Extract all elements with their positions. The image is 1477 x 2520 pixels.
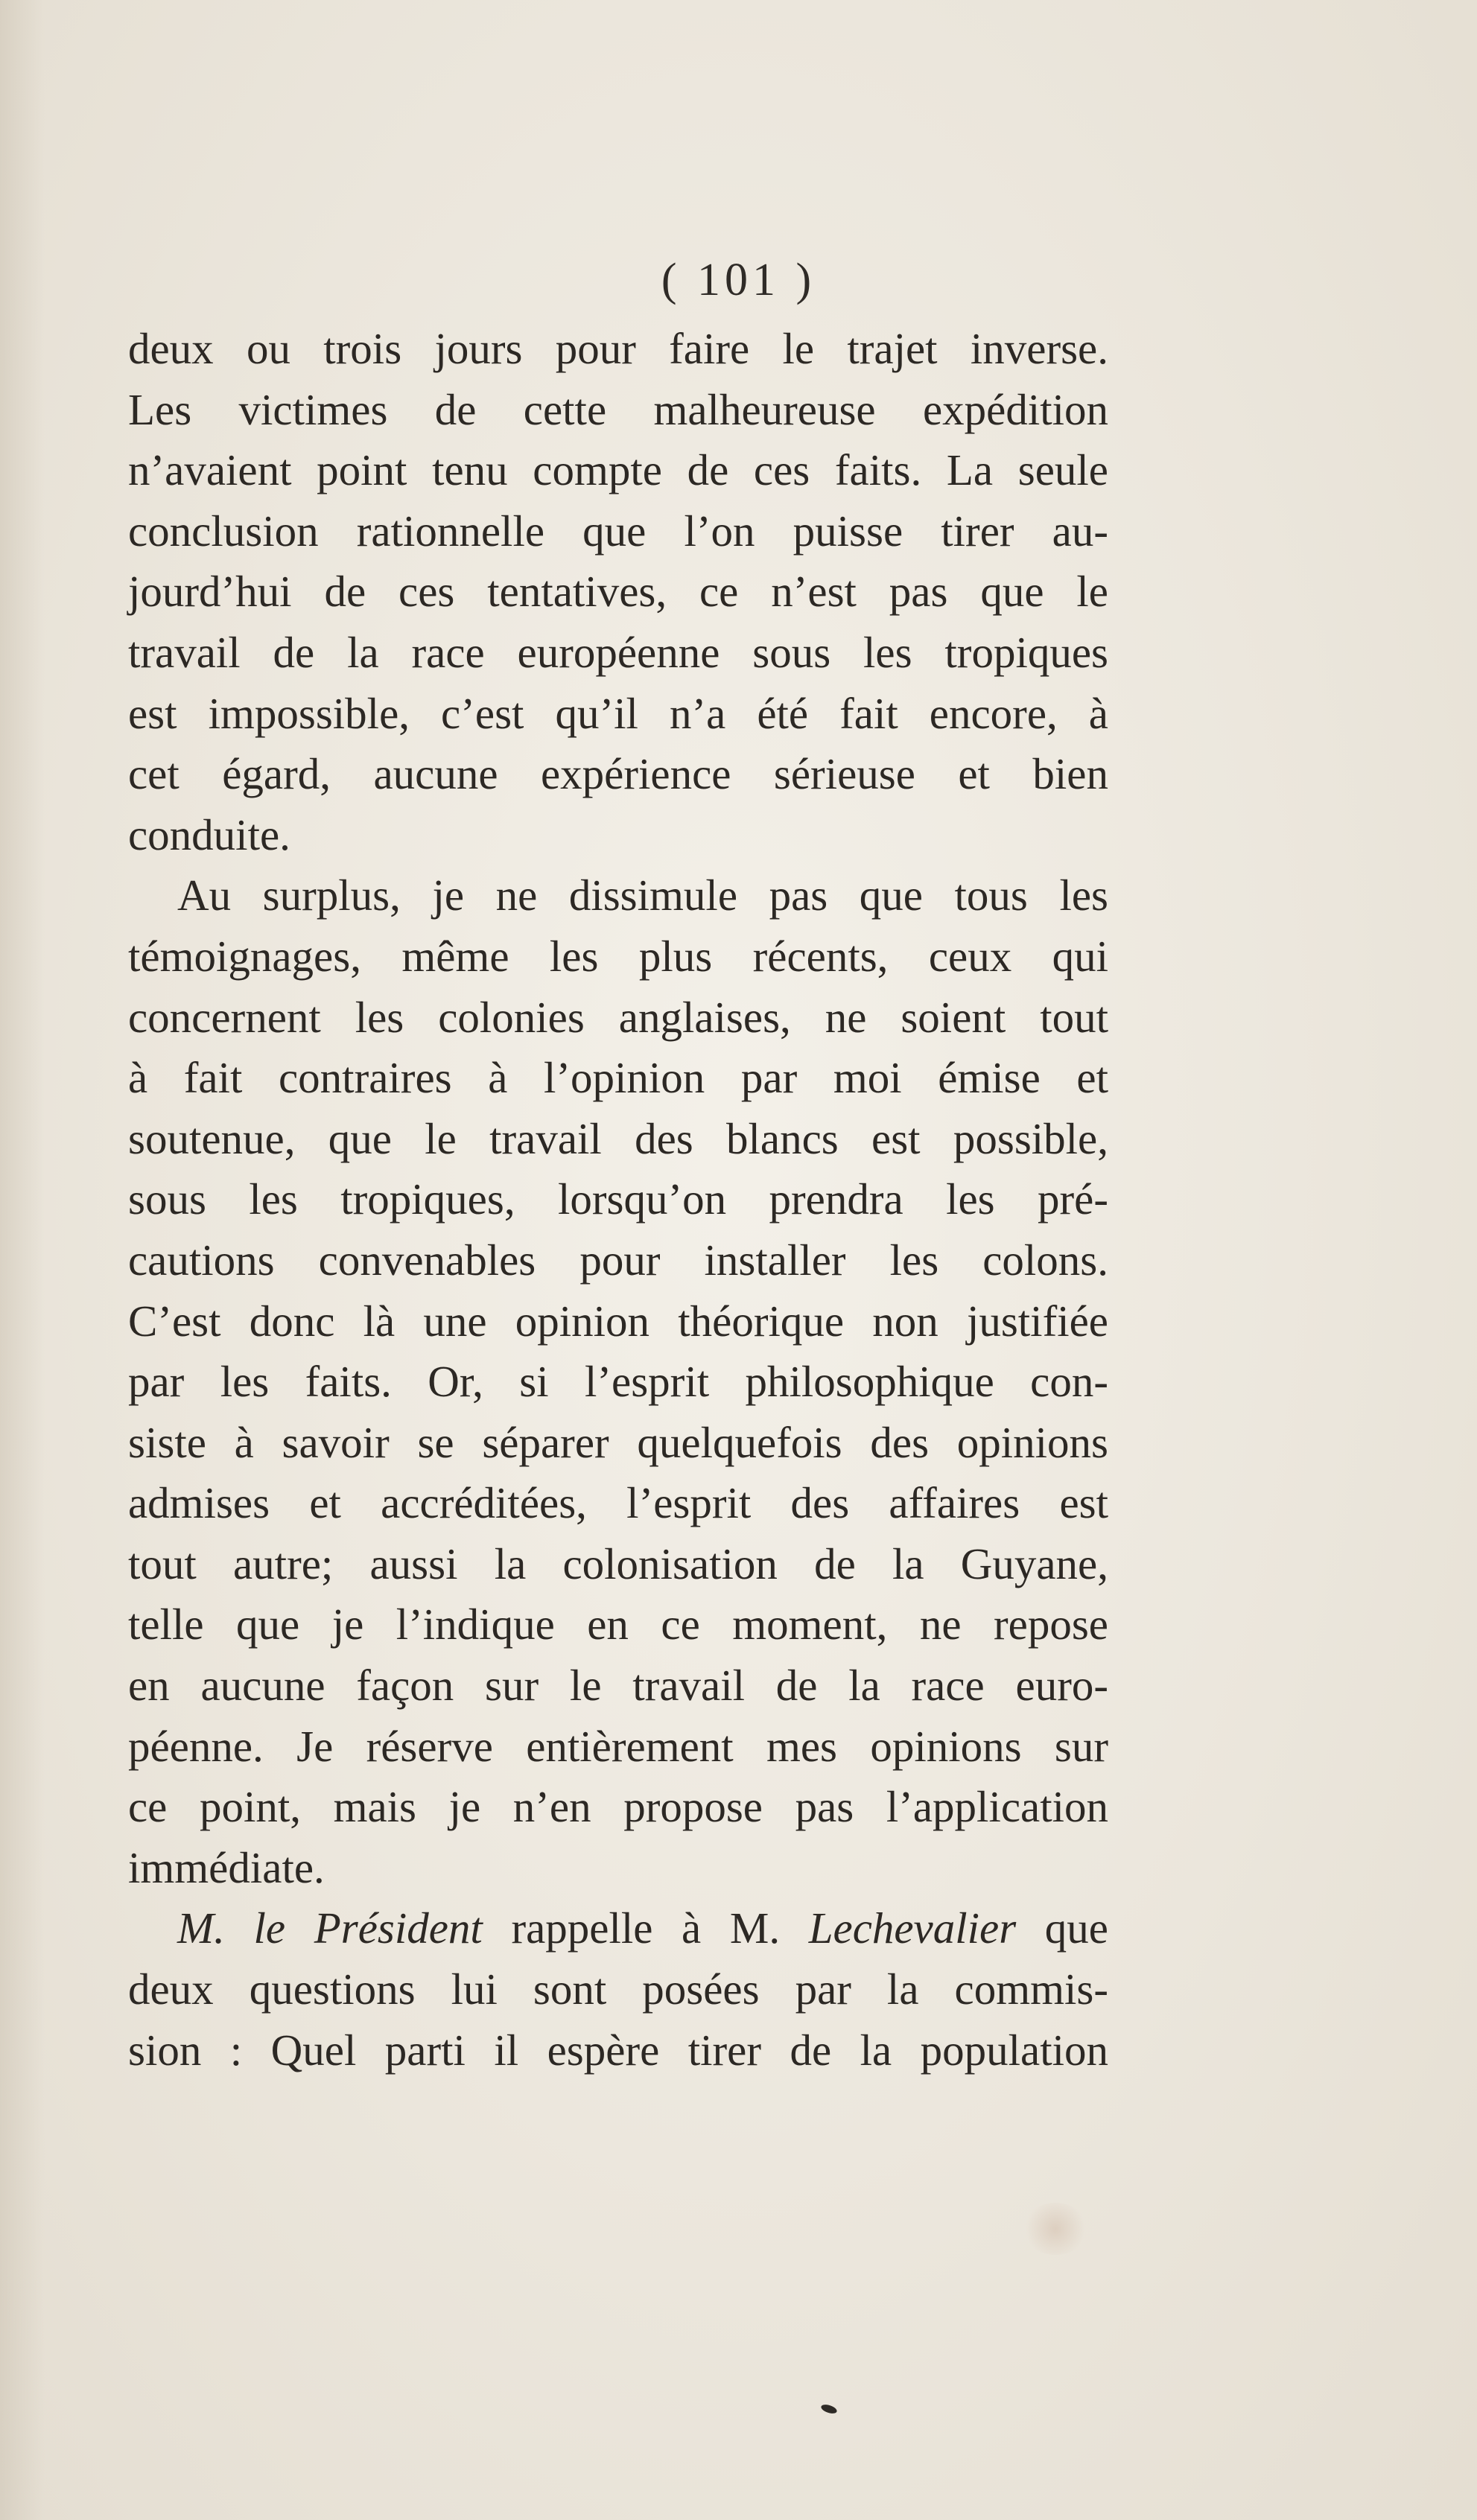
text-line: en aucune façon sur le travail de la race euro- [128,1661,1108,1711]
text-line: péenne. Je réserve entièrement mes opinions sur [128,1721,1108,1771]
text-run: rappelle à M. [482,1903,809,1953]
text-line: travail de la race européenne sous les tropiques [128,627,1108,677]
text-line: conclusion rationnelle que l’on puisse tirer au- [128,506,1108,556]
text-line: témoignages, même les plus récents, ceux qui [128,931,1108,981]
person-name: Lechevalier [808,1903,1017,1953]
text-line: concernent les colonies anglaises, ne soient tout [128,992,1108,1042]
text-line: soutenue, que le travail des blancs est possible, [128,1113,1108,1163]
text-line: immédiate. [128,1842,325,1892]
paragraph-1 [128,319,1108,865]
text-line: ce point, mais je n’en propose pas l’application [128,1782,1108,1832]
text-line: deux ou trois jours pour faire le trajet inverse. [128,324,1108,373]
paragraph-3 [128,1898,1108,2081]
text-line: par les faits. Or, si l’esprit philosophique con- [128,1357,1108,1407]
text-line: sous les tropiques, lorsqu’on prendra les pré- [128,1174,1108,1224]
text-line: Au surplus, je ne dissimule pas que tous les [177,871,1108,920]
text-line: cautions convenables pour installer les colons. [128,1235,1108,1285]
text-line: deux questions lui sont posées par la commis- [128,1964,1108,2014]
text-line: n’avaient point tenu compte de ces faits. La seule [128,445,1108,495]
text-line: Les victimes de cette malheureuse expédition [128,384,1108,434]
text-line: sion : Quel parti il espère tirer de la population [128,2025,1108,2075]
page-gutter-shadow [0,0,45,2520]
body-text [128,319,1108,2081]
text-line: tout autre; aussi la colonisation de la Guyane, [128,1539,1108,1588]
text-line: conduite. [128,809,290,859]
text-line: est impossible, c’est qu’il n’a été fait encore, à [128,688,1108,738]
text-run: que [1016,1903,1108,1953]
page-number: ( 101 ) [661,255,816,305]
ink-speck [820,2403,838,2415]
paper-stain [1022,2203,1089,2255]
text-line: jourd’hui de ces tentatives, ce n’est pas que le [128,567,1108,617]
paragraph-2 [128,865,1108,1898]
text-line: à fait contraires à l’opinion par moi émise et [128,1053,1108,1103]
speaker-name: M. le Président [177,1903,483,1953]
text-line: cet égard, aucune expérience sérieuse et bien [128,749,1108,799]
text-line: C’est donc là une opinion théorique non justifiée [128,1296,1108,1346]
text-line [128,1898,1108,1959]
text-line: telle que je l’indique en ce moment, ne repose [128,1600,1108,1649]
text-line: siste à savoir se séparer quelquefois des opinions [128,1417,1108,1467]
text-line: admises et accréditées, l’esprit des affaires est [128,1478,1108,1528]
